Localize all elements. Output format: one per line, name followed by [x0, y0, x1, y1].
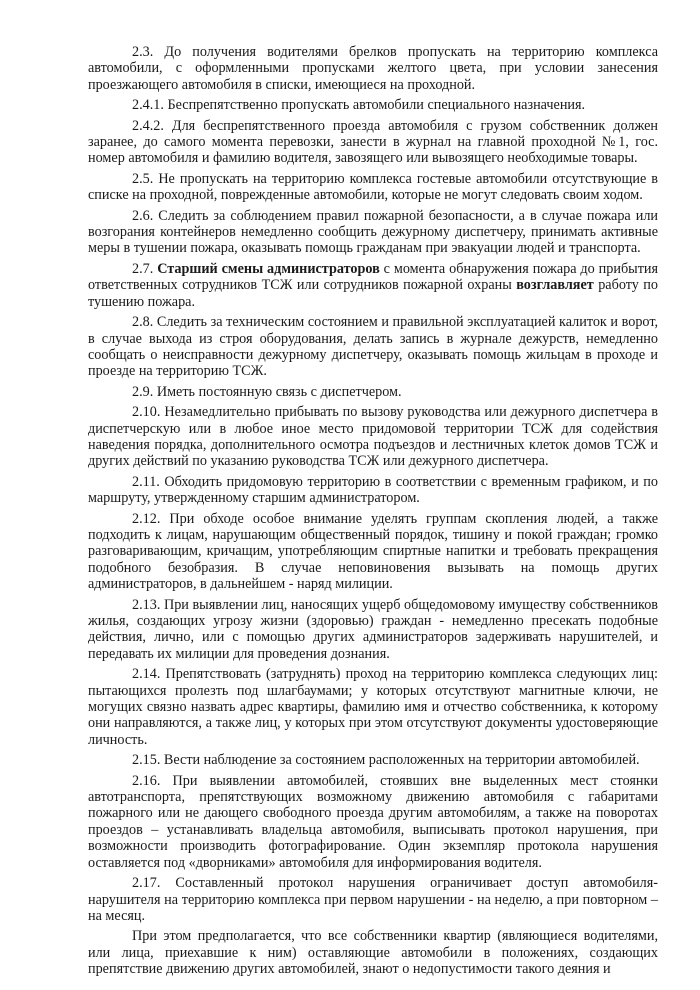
paragraph-2-14: 2.14. Препятствовать (затруднять) проход на территорию комплекса следующих лиц: пытающихся пролезть под шлагбаумами; у которых отсутствуют магнитные ключи, не могущих связно назвать адрес квартиры, фамилию имя и отчество собственника, к которому они направляются, а также лиц, у которых при этом отсутствуют документы удостоверяющие личность.	[88, 666, 658, 748]
paragraph-2-11: 2.11. Обходить придомовую территорию в соответствии с временным графиком, и по маршруту, утвержденному старшим администратором.	[88, 473, 658, 507]
paragraph-2-7-number: 2.7.	[132, 260, 158, 277]
senior-shift-admins-bold: Старший смены администраторов	[157, 260, 380, 277]
paragraph-2-12: 2.12. При обходе особое внимание уделять группам скопления людей, а также подходить к лицам, нарушающим общественный порядок, тишину и покой граждан; громко разговаривающим, кричащим, употребляющим спиртные напитки и требовать прекращения подобного безобразия. В случае неповиновения вызывать на помощь других администраторов, в дальнейшем - наряд милиции.	[88, 510, 658, 593]
paragraph-2-7-end: работу по тушению пожара.	[88, 277, 658, 310]
paragraph-2-13: 2.13. При выявлении лиц, наносящих ущерб общедомовому имуществу собственников жилья, создающих угрозу жизни (здоровью) граждан - немедленно пресекать подобные действия, лично, или с помощью других администраторов задерживать нарушителей, и передавать их милиции для проведения дознания.	[88, 596, 658, 662]
paragraph-2-10: 2.10. Незамедлительно прибывать по вызову руководства или дежурного диспетчера в диспетчерскую или в любое иное место придомовой территории ТСЖ для содействия наведения порядка, дополнительного осмотра подъездов и лестничных клеток домов ТСЖ и других действий по указанию руководства ТСЖ или дежурного диспетчера.	[88, 404, 658, 470]
paragraph-2-3: 2.3. До получения водителями брелков пропускать на территорию комплекса автомобили, с оформленными пропусками желтого цвета, при условии занесения проезжающего автомобиля в списки, имеющиеся на проходной.	[88, 44, 658, 93]
paragraph-2-4-1: 2.4.1. Беспрепятственно пропускать автомобили специального назначения.	[132, 97, 586, 114]
paragraph-2-9: 2.9. Иметь постоянную связь с диспетчером.	[132, 383, 402, 400]
paragraph-2-17: 2.17. Составленный протокол нарушения ограничивает доступ автомобиля-нарушителя на территорию комплекса при первом нарушении - на неделю, а при повторном – на месяц.	[88, 875, 658, 924]
paragraph-2-16: 2.16. При выявлении автомобилей, стоявших вне выделенных мест стоянки автотранспорта, препятствующих возможному движению автомобиля с габаритами пожарного или не дающего свободного проезда другим автомобилям, а также на поворотах проездов – устанавливать владельца автомобиля, выписывать протокол нарушения, при возможности производить фотографирование. Один экземпляр протокола нарушения оставляется под «дворниками» автомобиля для информирования водителя.	[88, 772, 658, 871]
paragraph-2-6: 2.6. Следить за соблюдением правил пожарной безопасности, а в случае пожара или возгорания контейнеров немедленно сообщить дежурному диспетчеру, принимать активные меры в тушении пожара, оказывать помощь гражданам при эвакуации людей и транспорта.	[88, 207, 658, 257]
paragraph-2-4-2: 2.4.2. Для беспрепятственного проезда автомобиля с грузом собственник должен заранее, до самого момента перевозки, занести в журнал на главной проходной №1, гос. номер автомобиля и фамилию водителя, завозящего или вывозящего необходимые товары.	[88, 117, 658, 167]
paragraph-2-7-middle: с момента обнаружения пожара до прибытия ответственных сотрудников ТСЖ или сотрудников пожарной охраны	[88, 260, 659, 294]
paragraph-2-15: 2.15. Вести наблюдение за состоянием расположенных на территории автомобилей.	[132, 752, 640, 769]
paragraph-2-7	[88, 261, 658, 310]
paragraph-final: При этом предполагается, что все собственники квартир (являющиеся водителями, или лица, приехавшие к ним) оставляющие автомобили в положениях, создающих препятствие движению других автомобилей, знают о недопустимости такого деяния и	[88, 928, 658, 978]
paragraph-2-5: 2.5. Не пропускать на территорию комплекса гостевые автомобили отсутствующие в списке на проходной, поврежденные автомобили, которые не могут следовать своим ходом.	[88, 170, 658, 204]
paragraph-2-8: 2.8. Следить за техническим состоянием и правильной эксплуатацией калиток и ворот, в случае выхода из строя оборудования, делать запись в журнале дежурств, немедленно сообщать о неисправности дежурному диспетчеру, оказывать помощь жильцам в проходе и проезде на территорию ТСЖ.	[88, 314, 658, 380]
leads-bold: возглавляет	[516, 277, 594, 294]
